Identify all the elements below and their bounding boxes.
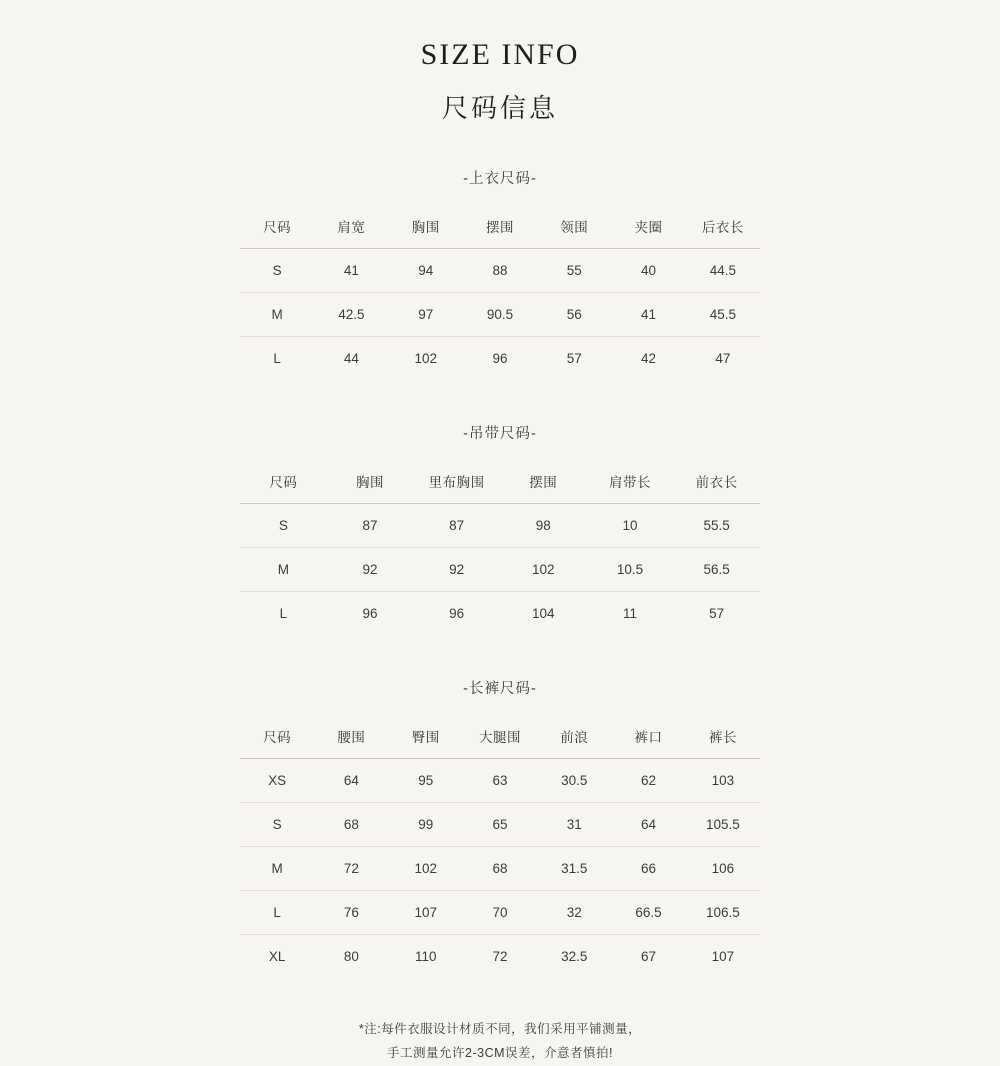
cell: 64 bbox=[611, 803, 685, 847]
cell: 92 bbox=[327, 548, 414, 592]
section-title: -吊带尺码- bbox=[463, 426, 537, 442]
table-row bbox=[240, 337, 760, 381]
table-row bbox=[240, 293, 760, 337]
cell: 66.5 bbox=[611, 891, 685, 935]
table-header bbox=[240, 465, 760, 504]
cell: 62 bbox=[611, 759, 685, 803]
column-header: 夹圈 bbox=[634, 220, 663, 235]
cell: 55 bbox=[537, 249, 611, 293]
cell: 42 bbox=[641, 351, 657, 366]
cell: 107 bbox=[711, 949, 735, 964]
cell: S bbox=[240, 803, 314, 847]
cell: 76 bbox=[314, 891, 388, 935]
cell: M bbox=[240, 847, 314, 891]
table-row bbox=[240, 592, 760, 636]
table-row bbox=[240, 935, 760, 979]
column-header: 肩宽 bbox=[337, 220, 366, 235]
cell: 102 bbox=[414, 351, 437, 366]
cell: 97 bbox=[389, 293, 463, 337]
table-body bbox=[240, 759, 760, 979]
cell: 66 bbox=[611, 847, 685, 891]
cell: 102 bbox=[500, 548, 587, 592]
cell: 99 bbox=[389, 803, 463, 847]
cell: L bbox=[279, 606, 288, 621]
column-header: 前衣长 bbox=[695, 475, 738, 490]
page-title-en: SIZE INFO bbox=[420, 38, 580, 71]
cell: 55.5 bbox=[673, 504, 760, 548]
column-header: 臀围 bbox=[411, 730, 440, 745]
cell: 87 bbox=[327, 504, 414, 548]
cell: L bbox=[273, 351, 281, 366]
table-row bbox=[240, 759, 760, 803]
cell: 57 bbox=[566, 351, 582, 366]
size-table-trousers bbox=[240, 720, 760, 978]
page-title-cn: 尺码信息 bbox=[441, 93, 558, 123]
table-body bbox=[240, 249, 760, 381]
cell: 106 bbox=[686, 847, 760, 891]
size-table-tops bbox=[240, 210, 760, 380]
cell: 90.5 bbox=[463, 293, 537, 337]
cell: 110 bbox=[414, 949, 437, 964]
column-header: 里布胸围 bbox=[428, 475, 485, 490]
column-header: 胸围 bbox=[355, 475, 384, 490]
cell: 30.5 bbox=[537, 759, 611, 803]
column-header: 前浪 bbox=[560, 730, 589, 745]
column-header: 尺码 bbox=[269, 475, 298, 490]
section-tops bbox=[240, 167, 760, 380]
cell: 96 bbox=[362, 606, 378, 621]
cell: 107 bbox=[389, 891, 463, 935]
column-header: 尺码 bbox=[263, 730, 292, 745]
column-header: 领围 bbox=[560, 220, 589, 235]
table-row bbox=[240, 891, 760, 935]
cell: 68 bbox=[463, 847, 537, 891]
cell: 65 bbox=[463, 803, 537, 847]
cell: S bbox=[240, 504, 327, 548]
cell: 98 bbox=[500, 504, 587, 548]
cell: 94 bbox=[389, 249, 463, 293]
cell: 41 bbox=[611, 293, 685, 337]
cell: 10.5 bbox=[587, 548, 674, 592]
section-title: -上衣尺码- bbox=[463, 171, 537, 187]
section-trousers bbox=[240, 677, 760, 978]
table-header bbox=[240, 210, 760, 249]
section-title: -长裤尺码- bbox=[463, 681, 537, 697]
cell: 45.5 bbox=[686, 293, 760, 337]
cell: 31.5 bbox=[537, 847, 611, 891]
column-header: 大腿围 bbox=[478, 730, 521, 745]
column-header: 腰围 bbox=[337, 730, 366, 745]
table-row bbox=[240, 803, 760, 847]
measurement-notes bbox=[359, 1018, 641, 1066]
cell: 87 bbox=[413, 504, 500, 548]
table-body bbox=[240, 504, 760, 636]
cell: 88 bbox=[463, 249, 537, 293]
column-header: 裤长 bbox=[708, 730, 737, 745]
cell: 72 bbox=[314, 847, 388, 891]
cell: 68 bbox=[314, 803, 388, 847]
cell: 10 bbox=[587, 504, 674, 548]
table-row bbox=[240, 847, 760, 891]
column-header: 后衣长 bbox=[701, 220, 744, 235]
cell: 70 bbox=[463, 891, 537, 935]
cell: 64 bbox=[314, 759, 388, 803]
cell: 42.5 bbox=[314, 293, 388, 337]
cell: M bbox=[240, 293, 314, 337]
table-header bbox=[240, 720, 760, 759]
cell: 104 bbox=[532, 606, 555, 621]
cell: 32.5 bbox=[561, 949, 588, 964]
column-header: 摆围 bbox=[485, 220, 514, 235]
cell: XS bbox=[240, 759, 314, 803]
cell: 96 bbox=[449, 606, 465, 621]
table-row bbox=[240, 548, 760, 592]
table-header-row bbox=[240, 720, 760, 759]
cell: 57 bbox=[709, 606, 725, 621]
cell: 102 bbox=[389, 847, 463, 891]
cell: 67 bbox=[641, 949, 657, 964]
cell: 63 bbox=[463, 759, 537, 803]
size-table-camisole bbox=[240, 465, 760, 635]
section-camisole bbox=[240, 422, 760, 635]
note-line: 手工测量允许2-3CM误差，介意者慎拍! bbox=[387, 1045, 613, 1060]
cell: 80 bbox=[343, 949, 359, 964]
table-row bbox=[240, 249, 760, 293]
cell: L bbox=[240, 891, 314, 935]
cell: M bbox=[240, 548, 327, 592]
table-header-row bbox=[240, 465, 760, 504]
note-line: *注:每件衣服设计材质不同，我们采用平铺测量， bbox=[358, 1022, 642, 1036]
cell: 106.5 bbox=[686, 891, 760, 935]
cell: XL bbox=[268, 949, 286, 964]
column-header: 肩带长 bbox=[608, 475, 651, 490]
table-header-row bbox=[240, 210, 760, 249]
cell: 56.5 bbox=[673, 548, 760, 592]
column-header: 裤口 bbox=[634, 730, 663, 745]
cell: 11 bbox=[622, 606, 637, 621]
cell: 103 bbox=[686, 759, 760, 803]
cell: 31 bbox=[537, 803, 611, 847]
cell: 56 bbox=[537, 293, 611, 337]
cell: 32 bbox=[537, 891, 611, 935]
cell: 44.5 bbox=[686, 249, 760, 293]
column-header: 尺码 bbox=[263, 220, 292, 235]
cell: 105.5 bbox=[686, 803, 760, 847]
cell: 41 bbox=[314, 249, 388, 293]
cell: S bbox=[240, 249, 314, 293]
cell: 47 bbox=[715, 351, 731, 366]
column-header: 摆围 bbox=[529, 475, 558, 490]
cell: 44 bbox=[343, 351, 359, 366]
cell: 72 bbox=[492, 949, 508, 964]
cell: 95 bbox=[389, 759, 463, 803]
cell: 40 bbox=[611, 249, 685, 293]
column-header: 胸围 bbox=[411, 220, 440, 235]
table-row bbox=[240, 504, 760, 548]
cell: 96 bbox=[492, 351, 508, 366]
cell: 92 bbox=[413, 548, 500, 592]
